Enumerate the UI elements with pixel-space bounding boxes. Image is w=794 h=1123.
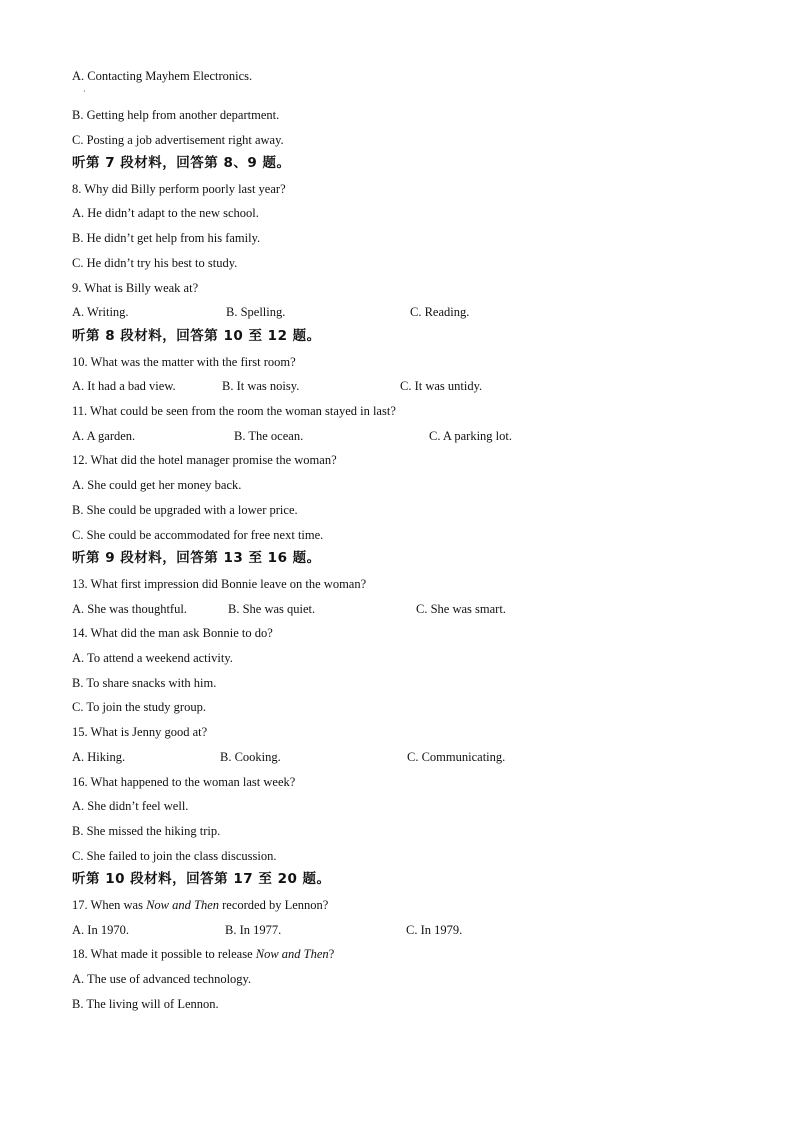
q15-option-a: A. Hiking. [72, 750, 126, 764]
q13-option-c: C. She was smart. [416, 602, 506, 616]
q18-song-title: Now and Then [255, 947, 329, 961]
q14-option-a: A. To attend a weekend activity. [72, 651, 233, 665]
q17-stem-start: 17. When was [72, 898, 147, 912]
q8-option-a: A. He didn’t adapt to the new school. [72, 206, 259, 220]
q15-stem: 15. What is Jenny good at? [72, 725, 208, 739]
q15-option-b: B. Cooking. [220, 750, 281, 764]
q7-option-c: C. Posting a job advertisement right away. [72, 133, 284, 147]
q11-stem: 11. What could be seen from the room the woman stayed in last? [72, 404, 396, 418]
q17-song-title: Now and Then [146, 898, 219, 912]
q8-stem: 8. Why did Billy perform poorly last year? [72, 182, 286, 196]
q14-stem: 14. What did the man ask Bonnie to do? [72, 626, 273, 640]
q11-option-a: A. A garden. [72, 429, 136, 443]
q17-option-b: B. In 1977. [225, 923, 282, 937]
q17-option-a: A. In 1970. [72, 923, 129, 937]
q16-option-b: B. She missed the hiking trip. [72, 824, 221, 838]
q14-option-c: C. To join the study group. [72, 700, 206, 714]
section-8-heading: 听第 8 段材料，回答第 10 至 12 题。 [72, 328, 321, 344]
q12-option-b: B. She could be upgraded with a lower price. [72, 503, 298, 517]
q9-stem: 9. What is Billy weak at? [72, 281, 199, 295]
q16-option-a: A. She didn’t feel well. [72, 799, 189, 813]
q7-option-a: A. Contacting Mayhem Electronics. [72, 69, 253, 83]
q15-option-c: C. Communicating. [407, 750, 506, 764]
section-7-heading: 听第 7 段材料，回答第 8、9 题。 [72, 155, 291, 171]
q16-stem: 16. What happened to the woman last week? [72, 775, 296, 789]
q8-option-b: B. He didn’t get help from his family. [72, 231, 261, 245]
q12-option-a: A. She could get her money back. [72, 478, 242, 492]
q16-option-c: C. She failed to join the class discussion. [72, 849, 277, 863]
q13-stem: 13. What first impression did Bonnie leave on the woman? [72, 577, 367, 591]
q13-option-b: B. She was quiet. [228, 602, 316, 616]
q18-option-b: B. The living will of Lennon. [72, 997, 219, 1011]
q11-option-b: B. The ocean. [234, 429, 304, 443]
stray-mark: · [83, 87, 86, 96]
q13-option-a: A. She was thoughtful. [72, 602, 187, 616]
section-10-heading: 听第 10 段材料，回答第 17 至 20 题。 [72, 871, 331, 887]
q17-stem-end: recorded by Lennon? [219, 898, 329, 912]
q12-option-c: C. She could be accommodated for free next time. [72, 528, 324, 542]
q10-stem: 10. What was the matter with the first room? [72, 355, 296, 369]
section-9-heading: 听第 9 段材料，回答第 13 至 16 题。 [72, 550, 321, 566]
q9-option-c: C. Reading. [410, 305, 470, 319]
q18-stem-start: 18. What made it possible to release [72, 947, 256, 961]
q12-stem: 12. What did the hotel manager promise the woman? [72, 453, 337, 467]
q10-option-c: C. It was untidy. [400, 379, 483, 393]
q7-option-b: B. Getting help from another department. [72, 108, 280, 122]
q10-option-b: B. It was noisy. [222, 379, 300, 393]
q11-option-c: C. A parking lot. [429, 429, 512, 443]
q18-stem-end: ? [328, 947, 335, 961]
q17-option-c: C. In 1979. [406, 923, 463, 937]
q9-option-b: B. Spelling. [226, 305, 286, 319]
q10-option-a: A. It had a bad view. [72, 379, 176, 393]
q8-option-c: C. He didn’t try his best to study. [72, 256, 238, 270]
q14-option-b: B. To share snacks with him. [72, 676, 217, 690]
q9-option-a: A. Writing. [72, 305, 129, 319]
q17-stem [72, 897, 328, 913]
q18-option-a: A. The use of advanced technology. [72, 972, 252, 986]
q18-stem [72, 946, 334, 962]
